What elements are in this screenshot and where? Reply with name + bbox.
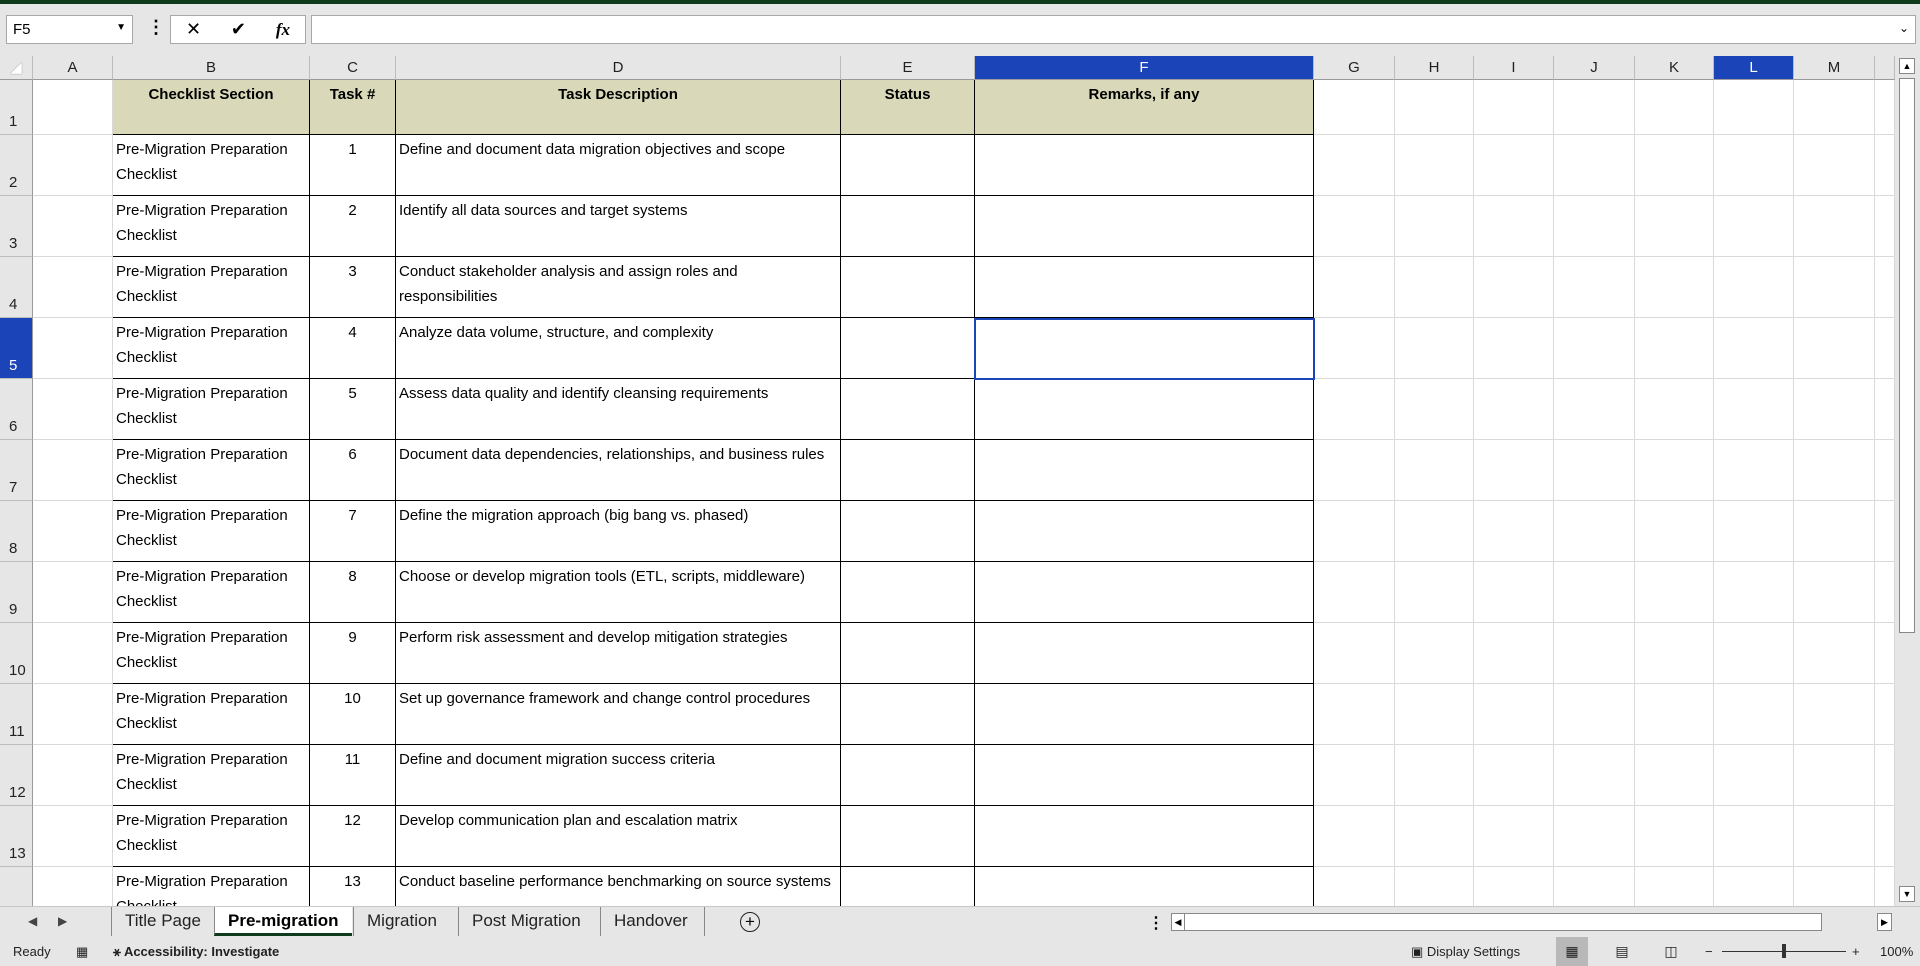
cell[interactable] [1875, 196, 1895, 257]
sheet-tab-bar [0, 906, 1920, 937]
sheet-tab-handover[interactable]: Handover [600, 907, 701, 936]
cell-section[interactable]: Pre-Migration Preparation Checklist [113, 196, 310, 257]
cell-a12[interactable] [33, 745, 113, 806]
cell[interactable] [1714, 745, 1794, 806]
cell[interactable] [1875, 806, 1895, 867]
cell-a11[interactable] [33, 684, 113, 745]
cell[interactable] [1794, 684, 1875, 745]
cell[interactable] [1635, 80, 1714, 135]
column-header-g[interactable]: G [1314, 56, 1395, 80]
scroll-thumb[interactable] [1899, 78, 1915, 633]
cell-task-no[interactable]: 6 [310, 440, 396, 501]
row-header-11[interactable]: 11 [0, 684, 33, 745]
cell-section[interactable]: Pre-Migration Preparation Checklist [113, 135, 310, 196]
cell[interactable] [1875, 80, 1895, 135]
cell-section[interactable]: Pre-Migration Preparation Checklist [113, 684, 310, 745]
cell-task-no[interactable]: 8 [310, 562, 396, 623]
cell-status[interactable] [841, 745, 975, 806]
column-header-h[interactable]: H [1395, 56, 1474, 80]
cell-task-no[interactable]: 2 [310, 196, 396, 257]
cell[interactable] [1474, 806, 1554, 867]
cell[interactable] [1794, 318, 1875, 379]
cell-section[interactable]: Pre-Migration Preparation Checklist [113, 623, 310, 684]
cell[interactable] [1714, 806, 1794, 867]
cell-task-no[interactable]: 7 [310, 501, 396, 562]
cell-description[interactable]: Set up governance framework and change control procedures [396, 684, 841, 745]
zoom-slider-thumb[interactable] [1782, 944, 1786, 958]
cell[interactable] [1714, 562, 1794, 623]
cell[interactable] [1395, 806, 1474, 867]
cell[interactable] [1794, 623, 1875, 684]
cell[interactable] [1794, 440, 1875, 501]
cell-status[interactable] [841, 623, 975, 684]
cell[interactable] [1395, 440, 1474, 501]
status-bar [0, 937, 1920, 966]
cell[interactable] [1474, 562, 1554, 623]
cell[interactable] [1875, 562, 1895, 623]
cell[interactable] [1314, 806, 1395, 867]
cell[interactable] [1635, 318, 1714, 379]
cell[interactable] [1794, 80, 1875, 135]
cell[interactable] [1314, 318, 1395, 379]
cell[interactable] [1875, 257, 1895, 318]
cell-task-no[interactable]: 12 [310, 806, 396, 867]
cell-description[interactable]: Perform risk assessment and develop mitigation strategies [396, 623, 841, 684]
scroll-down-icon[interactable]: ▼ [1899, 886, 1915, 902]
row-header-5[interactable]: 5 [0, 318, 33, 379]
cell[interactable] [1474, 196, 1554, 257]
cell[interactable] [1314, 196, 1395, 257]
cell[interactable] [1314, 684, 1395, 745]
cell[interactable] [1794, 257, 1875, 318]
cell[interactable] [1875, 745, 1895, 806]
column-header-f[interactable]: F [975, 56, 1314, 80]
name-box-value: F5 [13, 21, 31, 38]
row-header-10[interactable]: 10 [0, 623, 33, 684]
cell-remarks[interactable] [975, 684, 1314, 745]
cell-a10[interactable] [33, 623, 113, 684]
column-header-a[interactable]: A [33, 56, 113, 80]
cell[interactable] [1875, 440, 1895, 501]
cell-status[interactable] [841, 501, 975, 562]
sheet-tab-migration[interactable]: Migration [353, 907, 450, 936]
cell[interactable] [1554, 806, 1635, 867]
enter-icon[interactable]: ✔ [230, 19, 246, 39]
cell[interactable] [1635, 257, 1714, 318]
cell[interactable] [1714, 196, 1794, 257]
cell[interactable] [1554, 379, 1635, 440]
column-header-m[interactable]: M [1794, 56, 1875, 80]
cell-task-no[interactable]: 13 [310, 867, 396, 928]
cell-a3[interactable] [33, 196, 113, 257]
cell[interactable] [1314, 745, 1395, 806]
cell[interactable] [1635, 562, 1714, 623]
cell-status[interactable] [841, 562, 975, 623]
cell-status[interactable] [841, 440, 975, 501]
cell-description[interactable]: Develop communication plan and escalation matrix [396, 806, 841, 867]
cell[interactable] [1635, 440, 1714, 501]
cell[interactable] [1314, 501, 1395, 562]
sheet-tab-post-migration[interactable]: Post Migration [458, 907, 594, 936]
cell[interactable] [1635, 135, 1714, 196]
cell[interactable] [1794, 501, 1875, 562]
cell[interactable] [1714, 684, 1794, 745]
cell[interactable] [1875, 501, 1895, 562]
vertical-scrollbar[interactable] [1895, 56, 1920, 906]
cell-task-no[interactable]: 1 [310, 135, 396, 196]
column-header-i[interactable]: I [1474, 56, 1554, 80]
row-header-6[interactable]: 6 [0, 379, 33, 440]
insert-function-icon[interactable]: fx [275, 19, 291, 39]
cell[interactable] [1474, 135, 1554, 196]
cell-remarks[interactable] [975, 196, 1314, 257]
cell[interactable] [1875, 623, 1895, 684]
zoom-in-button[interactable]: + [1852, 944, 1860, 959]
cell[interactable] [1635, 745, 1714, 806]
cell-description[interactable]: Conduct baseline performance benchmarking on source systems [396, 867, 841, 928]
cell-task-no[interactable]: 4 [310, 318, 396, 379]
cell-section[interactable]: Pre-Migration Preparation Checklist [113, 257, 310, 318]
row-header-3[interactable]: 3 [0, 196, 33, 257]
cell[interactable] [1395, 623, 1474, 684]
column-header-b[interactable]: B [113, 56, 310, 80]
cell[interactable] [1474, 80, 1554, 135]
chevron-down-icon[interactable]: ▼ [116, 22, 126, 33]
zoom-level[interactable]: 100% [1880, 944, 1914, 959]
cell[interactable] [1714, 501, 1794, 562]
cell[interactable] [1714, 257, 1794, 318]
page-break-view-icon[interactable]: ◫ [1664, 943, 1678, 959]
cell-remarks[interactable] [975, 745, 1314, 806]
cell[interactable] [1554, 135, 1635, 196]
cell[interactable] [1554, 562, 1635, 623]
cell-remarks[interactable] [975, 440, 1314, 501]
select-all-corner[interactable]: ◢ [0, 56, 33, 80]
zoom-out-button[interactable]: − [1705, 944, 1713, 959]
prev-sheet-icon[interactable]: ◀ [28, 914, 38, 928]
macro-record-icon[interactable]: ▦ [76, 944, 89, 959]
header-remarks[interactable]: Remarks, if any [975, 80, 1314, 135]
cell[interactable] [1554, 745, 1635, 806]
formula-bar [0, 4, 1920, 56]
cell[interactable] [1635, 501, 1714, 562]
cell[interactable] [1794, 562, 1875, 623]
cell[interactable] [1395, 196, 1474, 257]
cell-task-no[interactable]: 9 [310, 623, 396, 684]
cell[interactable] [1714, 318, 1794, 379]
cell[interactable] [1794, 379, 1875, 440]
cell-task-no[interactable]: 10 [310, 684, 396, 745]
header-status[interactable]: Status [841, 80, 975, 135]
more-options-icon[interactable]: ⋮ [1148, 915, 1164, 932]
header-section[interactable]: Checklist Section [113, 80, 310, 135]
cell[interactable] [1474, 440, 1554, 501]
cell[interactable] [1474, 501, 1554, 562]
cell-remarks[interactable] [975, 806, 1314, 867]
column-header-k[interactable]: K [1635, 56, 1714, 80]
cell[interactable] [1314, 257, 1395, 318]
row-header-7[interactable]: 7 [0, 440, 33, 501]
header-description[interactable]: Task Description [396, 80, 841, 135]
next-sheet-icon[interactable]: ▶ [58, 914, 68, 928]
cell[interactable] [1474, 684, 1554, 745]
scroll-up-icon[interactable]: ▲ [1899, 58, 1915, 74]
cell[interactable] [1635, 196, 1714, 257]
cell[interactable] [1635, 379, 1714, 440]
name-box[interactable] [6, 15, 133, 44]
cell-description[interactable]: Conduct stakeholder analysis and assign roles and responsibilities [396, 257, 841, 318]
row-header-1[interactable]: 1 [0, 80, 33, 135]
cell-section[interactable]: Pre-Migration Preparation Checklist [113, 806, 310, 867]
row-header-13[interactable]: 13 [0, 806, 33, 867]
cell[interactable] [1875, 684, 1895, 745]
cell[interactable] [1314, 562, 1395, 623]
cell-description[interactable]: Choose or develop migration tools (ETL, scripts, middleware) [396, 562, 841, 623]
sheet-tab-title-page[interactable]: Title Page [111, 907, 214, 936]
cell-description[interactable]: Analyze data volume, structure, and complexity [396, 318, 841, 379]
cell-status[interactable] [841, 318, 975, 379]
cell-description[interactable]: Assess data quality and identify cleansing requirements [396, 379, 841, 440]
cell-a1[interactable] [33, 80, 113, 135]
column-header-blank [1875, 56, 1895, 80]
accessibility-label: Accessibility: Investigate [123, 944, 280, 959]
cell-status[interactable] [841, 135, 975, 196]
row-header-12[interactable]: 12 [0, 745, 33, 806]
cell[interactable] [1875, 379, 1895, 440]
cell-remarks[interactable] [975, 501, 1314, 562]
cell-status[interactable] [841, 257, 975, 318]
row-header-4[interactable]: 4 [0, 257, 33, 318]
cell-section[interactable]: Pre-Migration Preparation [113, 867, 310, 928]
cell-status[interactable] [841, 806, 975, 867]
cell[interactable] [1395, 684, 1474, 745]
cell-a9[interactable] [33, 562, 113, 623]
cell[interactable] [1395, 257, 1474, 318]
cell-description[interactable]: Define the migration approach (big bang vs. phased) [396, 501, 841, 562]
cell-a8[interactable] [33, 501, 113, 562]
cell[interactable] [1714, 379, 1794, 440]
cell-remarks[interactable] [975, 623, 1314, 684]
cell[interactable] [1794, 806, 1875, 867]
accessibility-checker[interactable]: ⚹ Accessibility: Investigate [113, 944, 280, 959]
cell-description[interactable]: Define and document data migration objectives and scope [396, 135, 841, 196]
normal-view-icon[interactable]: ▦ [1556, 937, 1588, 966]
cell[interactable] [1395, 745, 1474, 806]
cell-status[interactable] [841, 379, 975, 440]
cell[interactable] [1554, 318, 1635, 379]
cell[interactable] [1635, 806, 1714, 867]
cell[interactable] [1794, 135, 1875, 196]
cell-section[interactable]: Pre-Migration Preparation Checklist [113, 379, 310, 440]
header-task-no[interactable]: Task # [310, 80, 396, 135]
cell[interactable] [1314, 623, 1395, 684]
cell[interactable] [1554, 196, 1635, 257]
horizontal-scrollbar[interactable] [1171, 913, 1822, 931]
cell-a4[interactable] [33, 257, 113, 318]
page-layout-view-icon[interactable]: ▤ [1615, 943, 1629, 959]
cell-remarks[interactable] [975, 562, 1314, 623]
spreadsheet-grid[interactable] [0, 56, 1895, 906]
display-settings-label: Display Settings [1426, 944, 1521, 959]
cell-description[interactable]: Identify all data sources and target systems [396, 196, 841, 257]
cell-section[interactable]: Pre-Migration Preparation Checklist [113, 318, 310, 379]
cell-remarks[interactable] [975, 318, 1314, 379]
cell-a7[interactable] [33, 440, 113, 501]
cell-status[interactable] [841, 684, 975, 745]
column-header-l[interactable]: L [1714, 56, 1794, 80]
status-ready: Ready [13, 944, 51, 959]
sheet-tab-pre-migration[interactable]: Pre-migration [214, 907, 352, 936]
row-header-2[interactable]: 2 [0, 135, 33, 196]
cell[interactable] [1474, 745, 1554, 806]
row-header-8[interactable]: 8 [0, 501, 33, 562]
cell[interactable] [1714, 135, 1794, 196]
cell-description[interactable]: Define and document migration success criteria [396, 745, 841, 806]
cell[interactable] [1474, 257, 1554, 318]
cell[interactable] [1875, 318, 1895, 379]
cell-section[interactable]: Pre-Migration Preparation Checklist [113, 440, 310, 501]
cell[interactable] [1794, 745, 1875, 806]
column-header-e[interactable]: E [841, 56, 975, 80]
cell[interactable] [1395, 379, 1474, 440]
cell-remarks[interactable] [975, 257, 1314, 318]
cell[interactable] [1554, 440, 1635, 501]
cell[interactable] [1635, 623, 1714, 684]
cell[interactable] [1635, 684, 1714, 745]
cell[interactable] [1395, 135, 1474, 196]
cell-task-no[interactable]: 11 [310, 745, 396, 806]
expand-formula-icon[interactable]: ⌄ [1898, 21, 1909, 35]
cell[interactable] [1554, 80, 1635, 135]
formula-input[interactable] [311, 15, 1916, 44]
cell[interactable] [1714, 440, 1794, 501]
tab-divider [704, 907, 705, 936]
column-header-d[interactable]: D [396, 56, 841, 80]
formula-buttons [170, 15, 306, 44]
cell[interactable] [1714, 80, 1794, 135]
cell[interactable] [1395, 318, 1474, 379]
cell[interactable] [1554, 501, 1635, 562]
cell[interactable] [1395, 562, 1474, 623]
display-settings-button[interactable]: ▣ Display Settings [1411, 944, 1521, 959]
cell[interactable] [1395, 501, 1474, 562]
cell-remarks[interactable] [975, 379, 1314, 440]
cell-task-no[interactable]: 5 [310, 379, 396, 440]
cell-a13[interactable] [33, 806, 113, 867]
cancel-icon[interactable]: ✕ [185, 19, 202, 39]
cell-status[interactable] [841, 196, 975, 257]
cell[interactable] [1875, 135, 1895, 196]
more-options-icon[interactable]: ⋮ [147, 17, 165, 37]
cell[interactable] [1314, 379, 1395, 440]
cell-section[interactable]: Pre-Migration Preparation Checklist [113, 745, 310, 806]
cell[interactable] [1714, 623, 1794, 684]
cell[interactable] [1554, 684, 1635, 745]
cell[interactable] [1554, 623, 1635, 684]
cell-section[interactable]: Pre-Migration Preparation Checklist [113, 562, 310, 623]
cell[interactable] [1474, 318, 1554, 379]
cell[interactable] [1314, 80, 1395, 135]
cell[interactable] [1314, 135, 1395, 196]
cell-description[interactable]: Document data dependencies, relationships, and business rules [396, 440, 841, 501]
row-header-9[interactable]: 9 [0, 562, 33, 623]
cell-a6[interactable] [33, 379, 113, 440]
cell[interactable] [1314, 440, 1395, 501]
cell-a2[interactable] [33, 135, 113, 196]
cell-a5[interactable] [33, 318, 113, 379]
scroll-left-icon[interactable]: ◀ [1172, 914, 1185, 930]
column-header-c[interactable]: C [310, 56, 396, 80]
cell[interactable] [1395, 80, 1474, 135]
cell-section[interactable]: Pre-Migration Preparation Checklist [113, 501, 310, 562]
cell[interactable] [1474, 623, 1554, 684]
cell[interactable] [1474, 379, 1554, 440]
column-header-j[interactable]: J [1554, 56, 1635, 80]
add-sheet-button[interactable]: + [740, 912, 760, 932]
cell-remarks[interactable] [975, 135, 1314, 196]
cell-task-no[interactable]: 3 [310, 257, 396, 318]
cell[interactable] [1794, 196, 1875, 257]
scroll-right-icon[interactable]: ▶ [1877, 913, 1892, 931]
cell[interactable] [1554, 257, 1635, 318]
